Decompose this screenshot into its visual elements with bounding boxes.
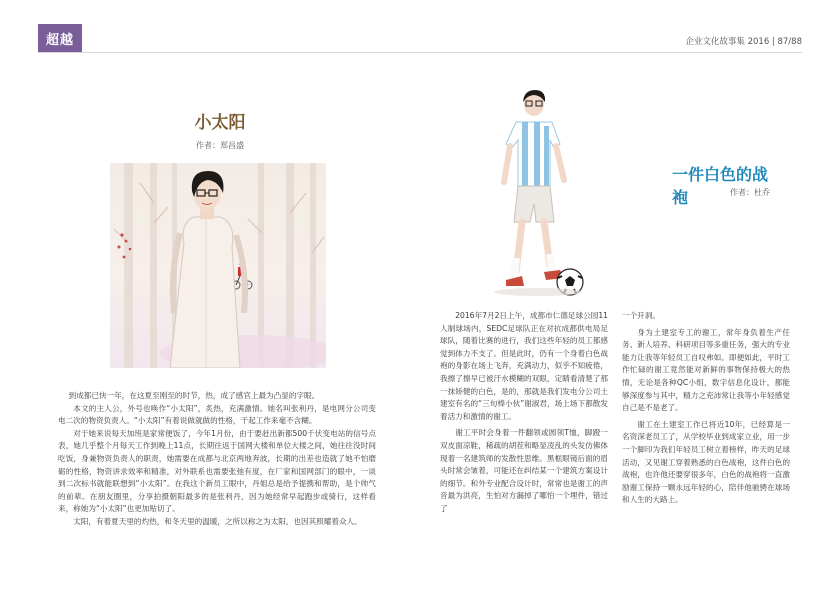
right-article-column-1: [440, 310, 608, 516]
right-article-author: 作者：杜乔: [730, 188, 770, 197]
soccer-player-illustration: [478, 86, 598, 302]
left-article-author: 作者：郑昌盛: [196, 141, 244, 150]
right-paragraph-continued: 一个开洞。: [622, 311, 660, 320]
woman-watercolor-illustration: [110, 163, 326, 368]
left-paragraph: 对于她来说每天加班是家常便饭了，今年1月份，由于要赶出新都500千伏变电站的信号点表，她几乎整个月每天工作到晚上11点，长期往返于国网大楼和单位大楼之间，她往往没时间吃饭，身兼物资负责人的职责，她需要在成都与北京两地奔波，长期的出差也造就了她不怕磨砺的性格，物资讲求效率和精准，对外联系也需要张弛有度，在厂家和国网部门的眼中，一谈到二次标书就能联想到“小太阳”。在我这个新员工眼中，丹姐总是给予提携和帮助，是个帅气的前辈。在朋友圈里，分享拍摄朝阳最多的是张利丹，因为她经常早起跑步或骑行，这样看来，称她为“小太阳”也更加贴切了。: [58, 428, 376, 514]
right-paragraph: 身为土建室专工的谢工，常年身负着生产任务、新人培养、科研项目等多重任务，强大的专业能力让我等年轻员工自叹弗如。即便如此，平时工作忙碌的谢工竟然能对新鲜的事物保持极大的热情，无论是各种QC小组，数字信息化设计，都能够深度参与其中，精力之充沛常让我等小年轻感觉自己是不是老了。: [622, 327, 790, 413]
right-paragraph: 2016年7月2日上午，成都市仁德足球公园11人制球场内，SEDC足球队正在对抗成都供电局足球队，随着比赛的进行，我们这些年轻的员工都感觉到体力不支了。但是此时，仍有一个身着白色战袍的身影在场上飞奔，充满动力，似乎不知疲倦，我擦了擦早已被汗水模糊的双眼，定睛看清楚了那一抹矫健的白色，是的，那就是我们发电分公司土建室有名的“三旬棒小伙”谢淑君，场上场下都散发着活力和激情的谢工。: [440, 311, 608, 421]
left-paragraph: 太阳，有着夏天里的灼热，和冬天里的温暖，之所以称之为太阳，也因其照耀着众人。: [73, 516, 362, 526]
section-tag: 超越: [38, 24, 82, 52]
left-article-body: [58, 390, 376, 529]
left-article-title: 小太阳: [194, 113, 246, 133]
magazine-page-header: 企业文化故事集 2016 | 87/88: [685, 37, 802, 47]
left-paragraph: 本文的主人公，外号也唤作“小太阳”，炙热，充满激情。她名叫张利丹，是电网分公司变电二次的物资负责人。“小太阳”有着说做就做的性格，干起工作来毫不含糊。: [58, 403, 376, 426]
right-paragraph: 谢工平时会身着一件翻领或圆领T恤，脚蹬一双皮面凉鞋，稀疏的胡茬和略显凌乱的头发仿佛体现着一名建筑师的发散性思维。黑框眼镜后面的眉头时常会皱着，可能还在纠结某一个建筑方案设计的细节。和外专业配合设计时，常常也是谢工的声音最为洪亮，生怕对方漏掉了哪怕一个埋件，错过了: [440, 428, 608, 513]
right-article-column-2: [622, 310, 790, 507]
right-paragraph: 谢工在土建室工作已将近10年，已经算是一名资深老员工了，从学校毕业到成家立业，用一步一个脚印为我们年轻员工树立着榜样，昨天的足球活动，又见谢工穿着熟悉的白色战袍，这件白色的战袍，也许他还要穿很多年，白色的战袍将一直激励谢工保持一颗永远年轻的心，陪伴他驰骋在球场和人生的大路上。: [622, 419, 790, 505]
right-article-title: 一件白色的战袍: [672, 165, 769, 207]
left-paragraph: 到成都已快一年，在这夏至刚至的时节，热，成了感官上最为凸显的字眼。: [68, 391, 320, 400]
section-divider: [38, 52, 802, 53]
